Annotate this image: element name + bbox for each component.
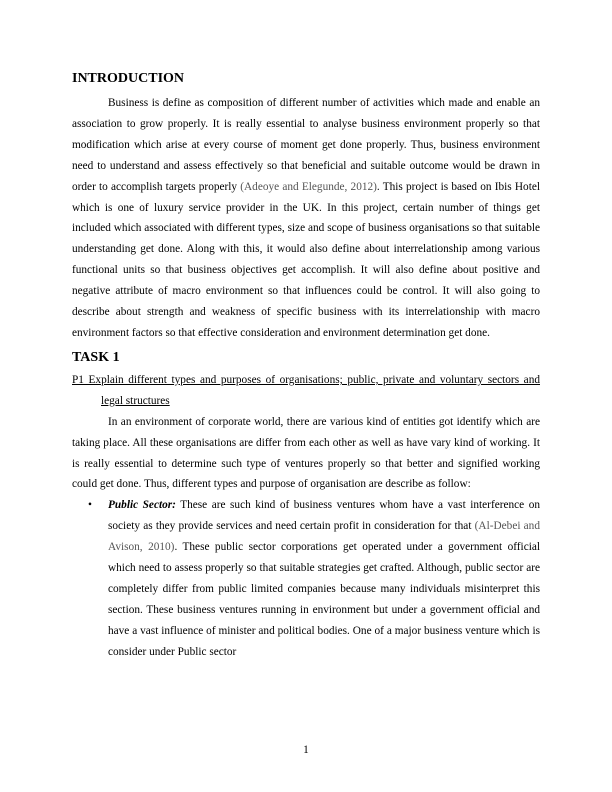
document-page: [72, 70, 540, 663]
bullet-icon: •: [88, 499, 92, 512]
introduction-heading: INTRODUCTION: [72, 71, 185, 86]
introduction-text-1: Business is define as composition of different number of activities which made and enable an association to grow properly. It is really essential to analyse business environment properly so that modification which arise at every course of moment get done properly. Thus, business environment need to understand and assess effectively so that beneficial and suitable outcome would be drawn in order to accomplish targets properly: [72, 97, 540, 193]
task1-paragraph: In an environment of corporate world, there are various kind of entities got identify which are taking place. All these organisations are differ from each other as well as have vary kind of working. It is really essential to determine such type of ventures properly so that better and signified working could get done. Thus, different types and purpose of organisation are describe as follow:: [72, 415, 540, 491]
public-sector-term: Public Sector:: [108, 499, 176, 512]
organisation-types-list: [72, 495, 540, 662]
introduction-citation: (Adeoye and Elegunde, 2012): [240, 180, 377, 193]
public-sector-text-1: These are such kind of business ventures whom have a vast interference on society as they provide services and need certain profit in consideration for that: [108, 499, 540, 533]
introduction-paragraph: [72, 93, 540, 344]
task1-heading: TASK 1: [72, 349, 120, 365]
introduction-text-2: . This project is based on Ibis Hotel which is one of luxury service provider in the UK. In this project, certain number of things get included which associated with different types, size and scope of business organisations so that suitable understanding get done. Along with this, it would also define about interrelationship among various functional units so that business objectives get accomplish. It will also define about positive and negative attribute of macro environment so that influences could be control. It will also going to describe about strength and weakness of specific business with its interrelationship with macro environment factors so that effective consideration and environment determination get done.: [72, 180, 540, 339]
public-sector-text: [108, 495, 540, 662]
page-number: 1: [303, 744, 309, 756]
public-sector-text-2: . These public sector corporations get operated under a government official which need to assess properly so that suitable strategies get crafted. Although, public sector are completely differ from public limited companies because many individuals misinterpret this section. These business ventures running in environment but under a government official and have a vast influence of minister and political bodies. One of a major business venture which is consider under Public sector: [108, 541, 540, 658]
public-sector-citation: (Al-Debei and Avison, 2010): [108, 520, 540, 554]
list-item-public-sector: [72, 495, 540, 662]
task1-subheading: P1 Explain different types and purposes of organisations; public, private and voluntary sectors and legal structures: [72, 373, 540, 407]
